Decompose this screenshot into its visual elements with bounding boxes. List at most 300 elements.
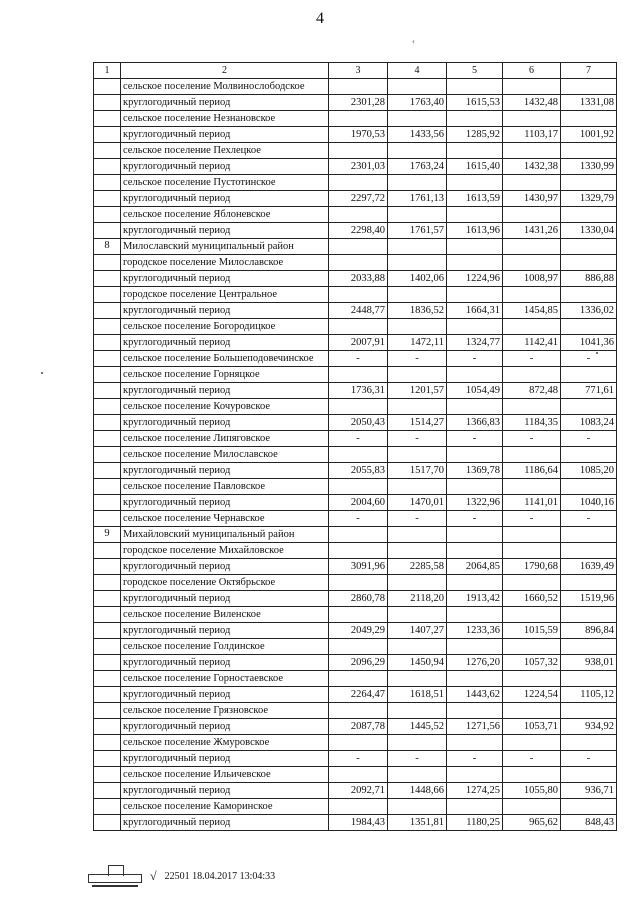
building-logo-icon: [88, 865, 142, 887]
row-name-cell: сельское поселение Каморинское: [121, 799, 329, 815]
table-row: [94, 95, 617, 111]
value-cell: 2007,91: [329, 335, 388, 351]
value-cell: 2050,43: [329, 415, 388, 431]
value-cell: 936,71: [561, 783, 617, 799]
value-cell: 1083,24: [561, 415, 617, 431]
value-cell: 965,62: [503, 815, 561, 831]
value-cell: 934,92: [561, 719, 617, 735]
value-cell: 1285,92: [447, 127, 503, 143]
table-row: [94, 191, 617, 207]
value-cell: [447, 767, 503, 783]
value-cell: 1613,96: [447, 223, 503, 239]
value-cell: 1053,71: [503, 719, 561, 735]
row-name-cell: круглогодичный период: [121, 303, 329, 319]
row-number-cell: [94, 543, 121, 559]
table-row: [94, 751, 617, 767]
value-cell: [503, 79, 561, 95]
table-row: [94, 319, 617, 335]
value-cell: 1407,27: [388, 623, 447, 639]
value-cell: 2264,47: [329, 687, 388, 703]
value-cell: [447, 671, 503, 687]
row-name-cell: сельское поселение Милославское: [121, 447, 329, 463]
value-cell: 1366,83: [447, 415, 503, 431]
value-cell: 2301,28: [329, 95, 388, 111]
value-cell: [447, 207, 503, 223]
value-cell: 1430,97: [503, 191, 561, 207]
value-cell: [388, 399, 447, 415]
value-cell: [447, 255, 503, 271]
table-row: [94, 591, 617, 607]
row-number-cell: [94, 207, 121, 223]
value-cell: [329, 575, 388, 591]
row-number-cell: [94, 255, 121, 271]
row-name-cell: круглогодичный период: [121, 815, 329, 831]
row-name-cell: сельское поселение Богородицкое: [121, 319, 329, 335]
value-cell: [329, 367, 388, 383]
row-name-cell: круглогодичный период: [121, 95, 329, 111]
value-cell: 2301,03: [329, 159, 388, 175]
row-name-cell: круглогодичный период: [121, 191, 329, 207]
row-number-cell: 8: [94, 239, 121, 255]
value-cell: 3091,96: [329, 559, 388, 575]
table-row: [94, 719, 617, 735]
value-cell: [388, 479, 447, 495]
row-name-cell: круглогодичный период: [121, 559, 329, 575]
value-cell: -: [503, 431, 561, 447]
table-row: [94, 111, 617, 127]
value-cell: 1790,68: [503, 559, 561, 575]
value-cell: [503, 703, 561, 719]
value-cell: 1180,25: [447, 815, 503, 831]
value-cell: 1330,99: [561, 159, 617, 175]
value-cell: 2092,71: [329, 783, 388, 799]
value-cell: 1233,36: [447, 623, 503, 639]
value-cell: -: [388, 351, 447, 367]
header-cell: 1: [94, 63, 121, 79]
value-cell: 1517,70: [388, 463, 447, 479]
value-cell: -: [329, 751, 388, 767]
row-name-cell: круглогодичный период: [121, 495, 329, 511]
value-cell: 1142,41: [503, 335, 561, 351]
value-cell: -: [447, 511, 503, 527]
value-cell: [447, 175, 503, 191]
value-cell: 1736,31: [329, 383, 388, 399]
value-cell: [561, 543, 617, 559]
value-cell: [329, 79, 388, 95]
value-cell: [447, 319, 503, 335]
value-cell: 2285,58: [388, 559, 447, 575]
value-cell: [388, 703, 447, 719]
value-cell: [388, 639, 447, 655]
value-cell: 1186,64: [503, 463, 561, 479]
value-cell: 848,43: [561, 815, 617, 831]
value-cell: 1276,20: [447, 655, 503, 671]
value-cell: [503, 399, 561, 415]
value-cell: [388, 735, 447, 751]
row-name-cell: круглогодичный период: [121, 623, 329, 639]
stamp-prefix: √: [150, 868, 157, 883]
value-cell: [388, 367, 447, 383]
row-number-cell: [94, 383, 121, 399]
value-cell: [561, 239, 617, 255]
value-cell: 1433,56: [388, 127, 447, 143]
row-number-cell: [94, 495, 121, 511]
value-cell: [329, 799, 388, 815]
value-cell: [561, 671, 617, 687]
row-name-cell: круглогодичный период: [121, 383, 329, 399]
value-cell: [561, 479, 617, 495]
value-cell: 1432,48: [503, 95, 561, 111]
value-cell: [503, 767, 561, 783]
value-cell: [503, 639, 561, 655]
row-number-cell: [94, 127, 121, 143]
row-name-cell: круглогодичный период: [121, 415, 329, 431]
value-cell: [388, 447, 447, 463]
value-cell: [503, 255, 561, 271]
row-name-cell: сельское поселение Голдинское: [121, 639, 329, 655]
table-row: [94, 383, 617, 399]
value-cell: [447, 367, 503, 383]
value-cell: [447, 111, 503, 127]
row-number-cell: [94, 431, 121, 447]
value-cell: -: [447, 751, 503, 767]
row-name-cell: сельское поселение Кочуровское: [121, 399, 329, 415]
row-number-cell: [94, 575, 121, 591]
value-cell: 2297,72: [329, 191, 388, 207]
value-cell: 1519,96: [561, 591, 617, 607]
value-cell: 2298,40: [329, 223, 388, 239]
value-cell: [447, 399, 503, 415]
value-cell: 2087,78: [329, 719, 388, 735]
value-cell: -: [447, 431, 503, 447]
table-body: [94, 79, 617, 831]
row-number-cell: [94, 511, 121, 527]
value-cell: 2860,78: [329, 591, 388, 607]
value-cell: -: [388, 511, 447, 527]
value-cell: [561, 799, 617, 815]
row-name-cell: сельское поселение Жмуровское: [121, 735, 329, 751]
row-number-cell: [94, 351, 121, 367]
value-cell: -: [561, 431, 617, 447]
value-cell: 872,48: [503, 383, 561, 399]
value-cell: 1040,16: [561, 495, 617, 511]
value-cell: 2033,88: [329, 271, 388, 287]
table-row: [94, 607, 617, 623]
value-cell: [388, 671, 447, 687]
header-cell: 3: [329, 63, 388, 79]
value-cell: [329, 479, 388, 495]
value-cell: 1836,52: [388, 303, 447, 319]
value-cell: 2004,60: [329, 495, 388, 511]
value-cell: [503, 111, 561, 127]
value-cell: [561, 607, 617, 623]
table-row: [94, 543, 617, 559]
value-cell: 1763,24: [388, 159, 447, 175]
row-name-cell: сельское поселение Молвинослободское: [121, 79, 329, 95]
value-cell: -: [329, 351, 388, 367]
value-cell: [503, 671, 561, 687]
value-cell: [503, 207, 561, 223]
table-row: [94, 479, 617, 495]
row-name-cell: круглогодичный период: [121, 223, 329, 239]
value-cell: 1274,25: [447, 783, 503, 799]
row-number-cell: [94, 175, 121, 191]
row-number-cell: [94, 671, 121, 687]
value-cell: [561, 639, 617, 655]
row-name-cell: круглогодичный период: [121, 751, 329, 767]
row-name-cell: круглогодичный период: [121, 783, 329, 799]
value-cell: [329, 671, 388, 687]
row-name-cell: сельское поселение Горняцкое: [121, 367, 329, 383]
value-cell: 1322,96: [447, 495, 503, 511]
value-cell: [503, 735, 561, 751]
value-cell: 1470,01: [388, 495, 447, 511]
row-number-cell: [94, 639, 121, 655]
value-cell: [388, 799, 447, 815]
value-cell: 1351,81: [388, 815, 447, 831]
row-number-cell: [94, 287, 121, 303]
table-row: [94, 671, 617, 687]
value-cell: [561, 175, 617, 191]
row-name-cell: городское поселение Октябрьское: [121, 575, 329, 591]
value-cell: 1224,54: [503, 687, 561, 703]
table-row: [94, 351, 617, 367]
value-cell: -: [388, 751, 447, 767]
value-cell: [329, 111, 388, 127]
value-cell: [503, 607, 561, 623]
row-name-cell: сельское поселение Грязновское: [121, 703, 329, 719]
value-cell: 1454,85: [503, 303, 561, 319]
value-cell: -: [329, 431, 388, 447]
row-number-cell: [94, 159, 121, 175]
row-name-cell: сельское поселение Ильичевское: [121, 767, 329, 783]
value-cell: [388, 79, 447, 95]
value-cell: [561, 527, 617, 543]
value-cell: [503, 543, 561, 559]
row-name-cell: городское поселение Михайловское: [121, 543, 329, 559]
row-name-cell: круглогодичный период: [121, 127, 329, 143]
value-cell: [561, 319, 617, 335]
value-cell: [447, 575, 503, 591]
table-row: [94, 303, 617, 319]
value-cell: 1431,26: [503, 223, 561, 239]
value-cell: 2049,29: [329, 623, 388, 639]
value-cell: [388, 207, 447, 223]
value-cell: 1201,57: [388, 383, 447, 399]
value-cell: [561, 703, 617, 719]
value-cell: [447, 447, 503, 463]
table-row: [94, 223, 617, 239]
value-cell: [561, 767, 617, 783]
value-cell: 1445,52: [388, 719, 447, 735]
value-cell: 1085,20: [561, 463, 617, 479]
row-number-cell: [94, 479, 121, 495]
row-number-cell: [94, 95, 121, 111]
value-cell: 1271,56: [447, 719, 503, 735]
row-name-cell: сельское поселение Липяговское: [121, 431, 329, 447]
value-cell: -: [388, 431, 447, 447]
value-cell: 1041,36: [561, 335, 617, 351]
value-cell: [329, 207, 388, 223]
value-cell: 1336,02: [561, 303, 617, 319]
header-cell: 2: [121, 63, 329, 79]
value-cell: [329, 319, 388, 335]
value-cell: [329, 767, 388, 783]
value-cell: [561, 255, 617, 271]
value-cell: [388, 175, 447, 191]
value-cell: [329, 239, 388, 255]
table-row: [94, 783, 617, 799]
value-cell: 1057,32: [503, 655, 561, 671]
row-number-cell: [94, 447, 121, 463]
table-row: [94, 799, 617, 815]
value-cell: [447, 239, 503, 255]
header-cell: 4: [388, 63, 447, 79]
table-row: [94, 511, 617, 527]
scan-speck: [41, 372, 43, 374]
value-cell: 1618,51: [388, 687, 447, 703]
row-number-cell: [94, 319, 121, 335]
value-cell: 1331,08: [561, 95, 617, 111]
value-cell: 1761,13: [388, 191, 447, 207]
row-number-cell: [94, 111, 121, 127]
value-cell: 2096,29: [329, 655, 388, 671]
footer-stamp: [88, 865, 275, 887]
value-cell: -: [561, 351, 617, 367]
value-cell: [447, 799, 503, 815]
value-cell: [388, 527, 447, 543]
value-cell: [447, 639, 503, 655]
value-cell: [561, 79, 617, 95]
value-cell: 2055,83: [329, 463, 388, 479]
value-cell: 1450,94: [388, 655, 447, 671]
value-cell: [388, 319, 447, 335]
value-cell: 1763,40: [388, 95, 447, 111]
value-cell: 1984,43: [329, 815, 388, 831]
table-row: [94, 175, 617, 191]
value-cell: 1615,53: [447, 95, 503, 111]
row-name-cell: круглогодичный период: [121, 159, 329, 175]
row-name-cell: сельское поселение Пехлецкое: [121, 143, 329, 159]
value-cell: 1141,01: [503, 495, 561, 511]
value-cell: 1184,35: [503, 415, 561, 431]
table-row: [94, 495, 617, 511]
value-cell: [503, 287, 561, 303]
table-row: [94, 447, 617, 463]
row-number-cell: 9: [94, 527, 121, 543]
row-number-cell: [94, 783, 121, 799]
value-cell: [388, 287, 447, 303]
table-row: [94, 79, 617, 95]
table-row: [94, 687, 617, 703]
header-row: [94, 63, 617, 79]
value-cell: 1054,49: [447, 383, 503, 399]
row-number-cell: [94, 719, 121, 735]
table-row: [94, 271, 617, 287]
row-name-cell: круглогодичный период: [121, 655, 329, 671]
table-row: [94, 367, 617, 383]
row-number-cell: [94, 815, 121, 831]
value-cell: [503, 319, 561, 335]
value-cell: [329, 175, 388, 191]
stamp-text: 22501 18.04.2017 13:04:33: [164, 870, 276, 882]
value-cell: [447, 79, 503, 95]
value-cell: [329, 527, 388, 543]
value-cell: [388, 607, 447, 623]
row-name-cell: круглогодичный период: [121, 335, 329, 351]
value-cell: 1472,11: [388, 335, 447, 351]
value-cell: [388, 767, 447, 783]
value-cell: -: [503, 351, 561, 367]
row-name-cell: сельское поселение Большеподовечинское: [121, 351, 329, 367]
row-number-cell: [94, 559, 121, 575]
row-name-cell: городское поселение Милославское: [121, 255, 329, 271]
header-cell: 6: [503, 63, 561, 79]
value-cell: [503, 143, 561, 159]
value-cell: [561, 575, 617, 591]
table-row: [94, 415, 617, 431]
value-cell: [561, 111, 617, 127]
row-number-cell: [94, 687, 121, 703]
value-cell: 1055,80: [503, 783, 561, 799]
value-cell: [503, 799, 561, 815]
value-cell: [388, 143, 447, 159]
row-number-cell: [94, 143, 121, 159]
value-cell: [561, 143, 617, 159]
row-number-cell: [94, 767, 121, 783]
value-cell: 1402,06: [388, 271, 447, 287]
value-cell: 1369,78: [447, 463, 503, 479]
row-name-cell: городское поселение Центральное: [121, 287, 329, 303]
table-row: [94, 159, 617, 175]
value-cell: 2448,77: [329, 303, 388, 319]
value-cell: [503, 527, 561, 543]
value-cell: -: [503, 751, 561, 767]
row-number-cell: [94, 303, 121, 319]
value-cell: 1660,52: [503, 591, 561, 607]
value-cell: 771,61: [561, 383, 617, 399]
value-cell: -: [561, 511, 617, 527]
value-cell: [503, 575, 561, 591]
value-cell: [447, 703, 503, 719]
table-row: [94, 239, 617, 255]
tariff-table: [93, 62, 617, 831]
table-row: [94, 207, 617, 223]
value-cell: 1664,31: [447, 303, 503, 319]
table-row: [94, 623, 617, 639]
value-cell: [388, 575, 447, 591]
row-number-cell: [94, 367, 121, 383]
row-name-cell: Милославский муниципальный район: [121, 239, 329, 255]
value-cell: [329, 607, 388, 623]
row-name-cell: сельское поселение Чернавское: [121, 511, 329, 527]
row-name-cell: сельское поселение Незнановское: [121, 111, 329, 127]
value-cell: 1613,59: [447, 191, 503, 207]
value-cell: 1970,53: [329, 127, 388, 143]
value-cell: [447, 735, 503, 751]
table-row: [94, 703, 617, 719]
value-cell: 1761,57: [388, 223, 447, 239]
row-number-cell: [94, 415, 121, 431]
value-cell: 2118,20: [388, 591, 447, 607]
value-cell: [561, 447, 617, 463]
table-row: [94, 767, 617, 783]
value-cell: -: [329, 511, 388, 527]
table-row: [94, 655, 617, 671]
value-cell: -: [447, 351, 503, 367]
value-cell: 1615,40: [447, 159, 503, 175]
row-number-cell: [94, 223, 121, 239]
